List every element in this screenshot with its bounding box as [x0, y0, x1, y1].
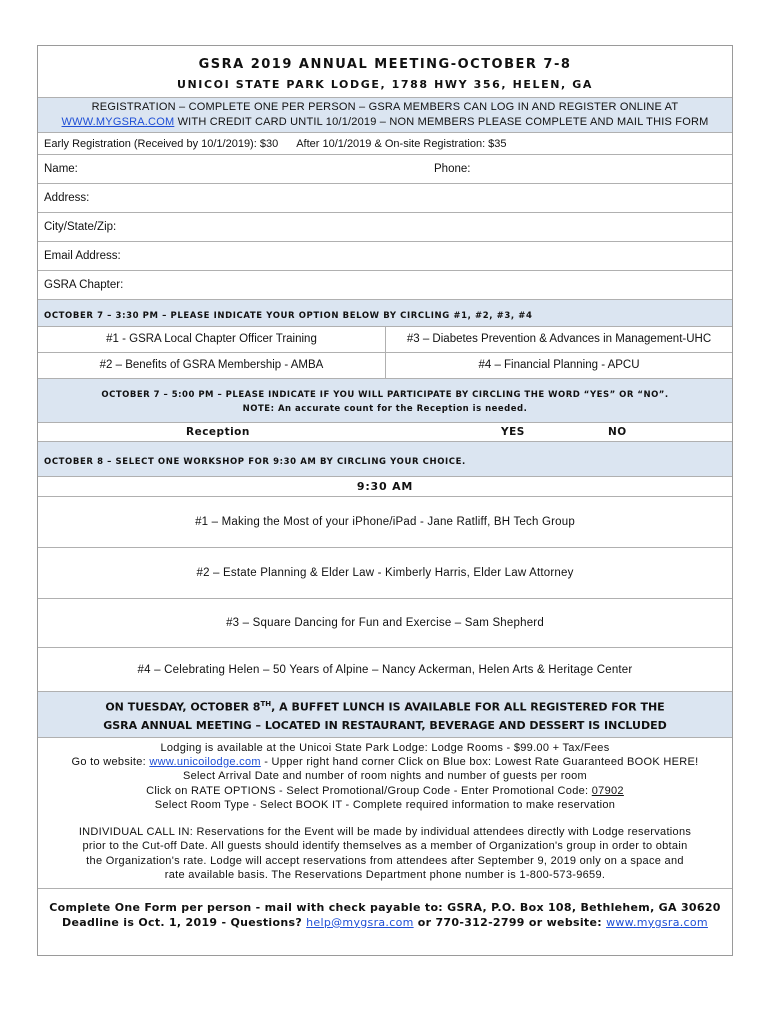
- registration-instructions: [38, 97, 732, 132]
- reception-note: [38, 378, 732, 422]
- lodge-website-link[interactable]: www.unicoilodge.com: [149, 755, 261, 768]
- page-title: GSRA 2019 ANNUAL MEETING-OCTOBER 7-8: [198, 57, 572, 72]
- footer-website-link[interactable]: www.mygsra.com: [606, 915, 708, 929]
- call-in-line-4: rate available basis. The Reservations Department phone number is 1-800-573-9659.: [164, 869, 606, 882]
- lodging-line-1: Lodging is available at the Unicoi State Park Lodge: Lodge Rooms - $99.00 + Tax/Fees: [160, 741, 610, 754]
- late-registration-price: After 10/1/2019 & On-site Registration: $35: [296, 138, 507, 150]
- city-label: City/State/Zip:: [44, 221, 117, 233]
- workshop-4[interactable]: #4 – Celebrating Helen – 50 Years of Alpine – Nancy Ackerman, Helen Arts & Heritage Center: [38, 647, 732, 691]
- lodging-line-4: [44, 784, 726, 798]
- reception-label: Reception: [186, 426, 250, 438]
- early-registration-price: Early Registration (Received by 10/1/2019): $30: [44, 138, 279, 150]
- form-footer: [38, 888, 732, 955]
- oct7-options-row-1: [38, 326, 732, 352]
- registration-line-2-text: WITH CREDIT CARD UNTIL 10/1/2019 – NON MEMBERS PLEASE COMPLETE AND MAIL THIS FORM: [174, 116, 709, 128]
- call-in-line-1: INDIVIDUAL CALL IN: Reservations for the Event will be made by individual attendees directly with Lodge reservations: [78, 826, 692, 839]
- registration-line-2: [42, 115, 728, 130]
- footer-phone: or 770-312-2799 or website:: [413, 915, 607, 929]
- name-label: Name:: [44, 163, 78, 175]
- lodging-line-3: Select Arrival Date and number of room nights and number of guests per room: [182, 770, 588, 783]
- option-3[interactable]: #3 – Diabetes Prevention & Advances in Management-UHC: [385, 327, 732, 352]
- lodging-info: [38, 737, 732, 889]
- oct7-options-heading-text: OCTOBER 7 – 3:30 PM – PLEASE INDICATE YOUR OPTION BELOW BY CIRCLING #1, #2, #3, #4: [44, 311, 533, 321]
- lodging-line-5: Select Room Type - Select BOOK IT - Complete required information to make reservation: [154, 798, 616, 811]
- reception-no[interactable]: NO: [608, 426, 627, 438]
- address-label: Address:: [44, 192, 90, 204]
- lodging-line-2-end: - Upper right hand corner Click on Blue box: Lowest Rate Guaranteed BOOK HERE!: [260, 755, 699, 768]
- workshop-heading: [38, 441, 732, 476]
- gsra-website-link[interactable]: WWW.MYGSRA.COM: [61, 116, 175, 128]
- call-in-line-3: the Organization's rate. Lodge will accept reservations from attendees after September 9, 2019 only on a space and: [86, 854, 684, 867]
- lodging-line-2: [44, 755, 726, 769]
- address-field[interactable]: [38, 183, 732, 212]
- workshop-time: 9:30 AM: [38, 476, 732, 496]
- form-header: [38, 46, 732, 97]
- oct7-options-heading: [38, 299, 732, 326]
- lodging-line-4-start: Click on RATE OPTIONS - Select Promotional/Group Code - Enter Promotional Code:: [146, 784, 592, 797]
- chapter-label: GSRA Chapter:: [44, 279, 124, 291]
- reception-note-line-2: NOTE: An accurate count for the Reception is needed.: [242, 404, 528, 414]
- lunch-line-1-start: ON TUESDAY, OCTOBER 8: [105, 700, 261, 714]
- footer-line-1: Complete One Form per person - mail with check payable to: GSRA, P.O. Box 108, Bethlehem, GA 30620: [49, 901, 721, 915]
- option-2[interactable]: #2 – Benefits of GSRA Membership - AMBA: [99, 359, 324, 371]
- venue-subtitle: UNICOI STATE PARK LODGE, 1788 HWY 356, HELEN, GA: [176, 78, 594, 91]
- registration-line-1: REGISTRATION – COMPLETE ONE PER PERSON – GSRA MEMBERS CAN LOG IN AND REGISTER ONLINE AT: [91, 101, 679, 113]
- oct7-options-row-2: [38, 352, 732, 378]
- call-in-line-2: prior to the Cut-off Date. All guests should identify themselves as a member of Organization's group in order to obtain: [82, 840, 688, 853]
- email-field[interactable]: [38, 241, 732, 270]
- footer-deadline: Deadline is Oct. 1, 2019 - Questions?: [62, 915, 307, 929]
- option-1[interactable]: #1 - GSRA Local Chapter Officer Training: [106, 333, 317, 345]
- reception-note-line-1: OCTOBER 7 – 5:00 PM – PLEASE INDICATE IF YOU WILL PARTICIPATE BY CIRCLING THE WORD “YES” OR “NO”.: [101, 390, 669, 400]
- lunch-line-1-sup: TH: [260, 700, 272, 708]
- reception-yes[interactable]: YES: [501, 426, 525, 438]
- reception-row: [38, 422, 732, 441]
- city-state-zip-field[interactable]: [38, 212, 732, 241]
- lunch-line-2: GSRA ANNUAL MEETING – LOCATED IN RESTAURANT, BEVERAGE AND DESSERT IS INCLUDED: [103, 718, 667, 732]
- footer-line-2: [38, 916, 732, 931]
- name-field[interactable]: [38, 154, 732, 183]
- pricing-row: [38, 132, 732, 154]
- workshop-1[interactable]: #1 – Making the Most of your iPhone/iPad - Jane Ratliff, BH Tech Group: [38, 496, 732, 547]
- chapter-field[interactable]: [38, 270, 732, 299]
- lunch-announcement: [38, 691, 732, 737]
- promo-code: 07902: [591, 784, 624, 797]
- registration-form: [37, 45, 733, 956]
- email-label: Email Address:: [44, 250, 121, 262]
- option-4[interactable]: #4 – Financial Planning - APCU: [385, 353, 732, 378]
- workshop-3[interactable]: #3 – Square Dancing for Fun and Exercise – Sam Shepherd: [38, 598, 732, 647]
- help-email-link[interactable]: help@mygsra.com: [306, 915, 414, 929]
- workshop-2[interactable]: #2 – Estate Planning & Elder Law - Kimberly Harris, Elder Law Attorney: [38, 547, 732, 598]
- lunch-line-1: [38, 695, 732, 717]
- lunch-line-1-end: , A BUFFET LUNCH IS AVAILABLE FOR ALL REGISTERED FOR THE: [271, 700, 665, 714]
- phone-label: Phone:: [434, 163, 471, 175]
- workshop-heading-text: OCTOBER 8 – SELECT ONE WORKSHOP FOR 9:30 AM BY CIRCLING YOUR CHOICE.: [44, 457, 466, 467]
- lodging-line-2-start: Go to website:: [71, 755, 150, 768]
